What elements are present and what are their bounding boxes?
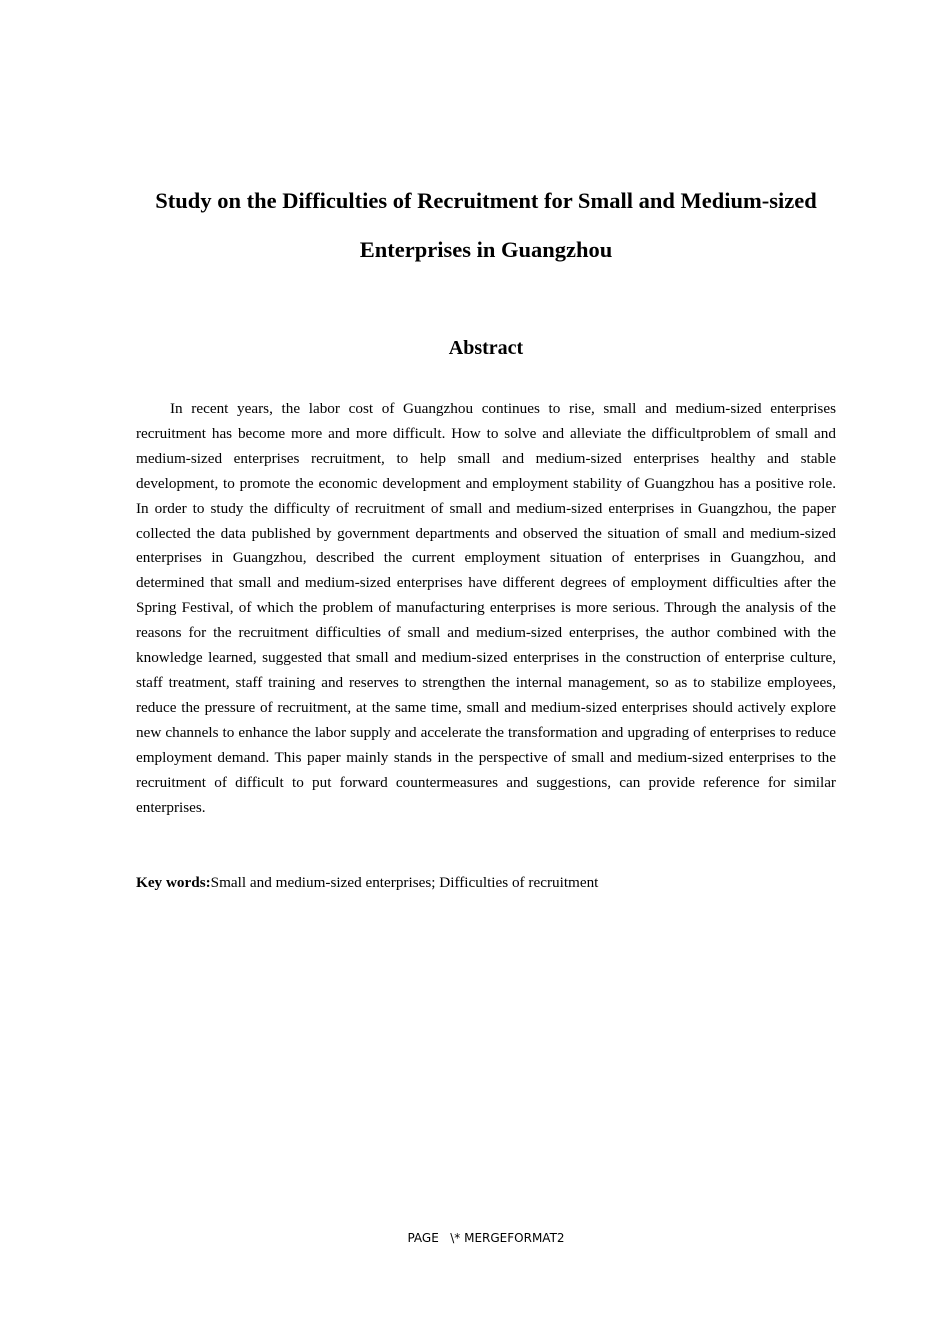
abstract-heading: Abstract	[448, 337, 524, 359]
paper-title: Study on the Difficulties of Recruitment for Small and Medium-sized Enterprises in Guangzhou	[155, 188, 817, 262]
keywords-text: Small and medium-sized enterprises; Difficulties of recruitment	[210, 874, 599, 891]
keywords-line	[136, 870, 836, 895]
page-number-footer: PAGE \* MERGEFORMAT2	[407, 1231, 565, 1245]
abstract-body: In recent years, the labor cost of Guangzhou continues to rise, small and medium-sized enterprises recruitment has become more and more difficult. How to solve and alleviate the difficultproblem of small and medium-sized enterprises recruitment, to help small and medium-sized enterprises healthy and stable development, to promote the economic development and employment stability of Guangzhou has a positive role. In order to study the difficulty of recruitment of small and medium-sized enterprises in Guangzhou, the paper collected the data published by government departments and observed the situation of small and medium-sized enterprises in Guangzhou, described the current employment situation of enterprises in Guangzhou, and determined that small and medium-sized enterprises have different degrees of employment difficulties after the Spring Festival, of which the problem of manufacturing enterprises is more serious. Through the analysis of the reasons for the recruitment difficulties of small and medium-sized enterprises, the author combined with the knowledge learned, suggested that small and medium-sized enterprises in the construction of enterprise culture, staff treatment, staff training and reserves to strengthen the internal management, so as to stabilize employees, reduce the pressure of recruitment, at the same time, small and medium-sized enterprises should actively explore new channels to enhance the labor supply and accelerate the transformation and upgrading of enterprises to reduce employment demand. This paper mainly stands in the perspective of small and medium-sized enterprises to the recruitment of difficult to put forward countermeasures and suggestions, can provide reference for similar enterprises.	[136, 400, 836, 816]
keywords-label: Key words:	[136, 874, 211, 891]
